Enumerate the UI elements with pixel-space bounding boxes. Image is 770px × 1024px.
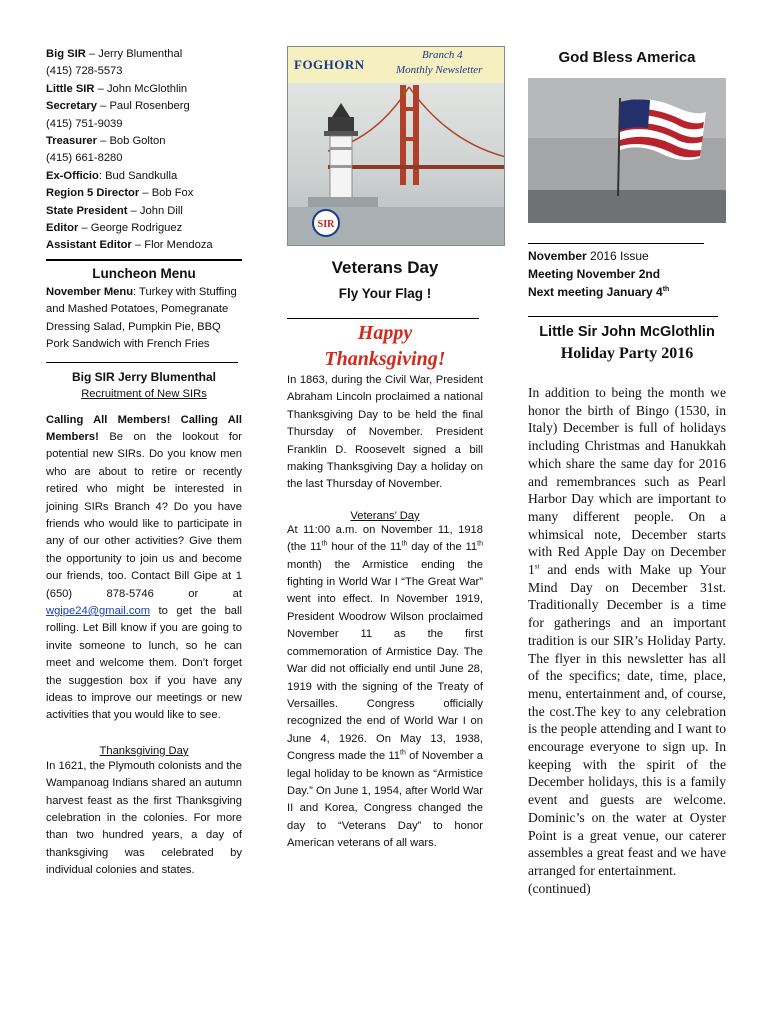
masthead-title: FOGHORN [294,57,365,72]
veterans-subtitle: Veterans’ Day [350,509,420,522]
email-link[interactable]: wgipe24@gmail.com [46,604,151,617]
luncheon-menu: November Menu: Turkey with Stuffing and Mashed Potatoes, Pomegranate Dressing Salad, Pumpkin Pie, BBQ Pork Sandwich with French Fries [46,285,237,351]
masthead-number: 4 [400,85,406,99]
roster-line: Editor – George Rodriguez [46,222,183,235]
flag-photo [528,78,726,223]
next-meeting: Next meeting January 4th [528,285,670,299]
roster-line: (415) 751-9039 [46,117,123,130]
recruitment-subtitle: Recruitment of New SIRs [81,387,207,400]
holiday-party-text: In addition to being the month we honor the birth of Bingo (1530, in Italy) December is full of holidays including Christmas and Hanukkah which share the same day for 2016 and remembrances such as Pearl Harbor Day which are important to many different people. On a whimsical note, December starts with Red Apple Day on December 1st and ends with Make up Your Mind Day on December 31st. Traditionally December is a time for gatherings and an important tradition is our SIR’s Holiday Party. The flyer in this newsletter has all of the specifics; date, time, place, menu, entertainment and, of course, the cost.The key to any celebration is the people attending and I want to encourage everyone to sign up. In keeping with the spirit of the December holidays, this is a family event and guests are welcome. Dominic’s on the water at Oyster Point is a great venue, our caterer assembles a great feast and we have arranged for entertainment. (continued) [528,385,726,896]
veterans-day-title: Veterans Day [331,258,439,277]
divider [528,316,718,317]
roster-line: Secretary – Paul Rosenberg [46,100,190,113]
holiday-author: Little Sir John McGlothlin [539,324,715,340]
left-column [46,0,242,880]
fly-flag-subtitle: Fly Your Flag ! [338,286,432,301]
roster-line: State President – John Dill [46,204,183,217]
divider [528,243,704,244]
issue-date: November 2016 Issue [528,249,649,263]
holiday-party-title: Holiday Party 2016 [560,345,694,362]
officer-roster [46,0,242,255]
thanksgiving-text: In 1621, the Plymouth colonists and the Wampanoag Indians shared an autumn harvest feast as the first Thanksgiving celebration in the colonies. For more than two hundred years, a day of thanksgiving was celebrated by individual colonies and states. [46,759,242,877]
veterans-text: At 11:00 a.m. on November 11, 1918 (the 11th hour of the 11th day of the 11th month) the Armistice ending the fighting in World War I “The Great War” went into effect. In November 1919, President Woodrow Wilson proclaimed November 11 as the first commemoration of Armistice Day. The War did not officially end until June 28, 1919 with the signing of the Treaty of Versailles. Congress officially recognized the end of World War I on June 4, 1926. On May 13, 1938, Congress made the 11th of November a legal holiday to be known as “Armistice Day.” On June 1, 1954, after World War II and Korea, Congress changed the day to “Veterans Day” to honor American veterans of all wars. [287,523,483,850]
luncheon-title: Luncheon Menu [92,265,196,281]
god-bless-america-title: God Bless America [558,49,696,66]
happy-thanksgiving: Happy Thanksgiving! [324,322,446,370]
masthead-image [287,46,505,246]
lincoln-text: In 1863, during the Civil War, President Abraham Lincoln proclaimed a national Thanksgiving Day to be held the final Thursday of November. President Franklin D. Roosevelt signed a bill making Thanksgiving Day a holiday on the last Thursday of November. [287,374,483,491]
thanksgiving-title: Thanksgiving Day [99,744,189,757]
bigsir-title: Big SIR Jerry Blumenthal [71,369,217,384]
roster-line: Little SIR – John McGlothlin [46,82,188,95]
american-flag-picture [528,78,726,223]
meeting-date: Meeting November 2nd [528,267,661,281]
roster-line: (415) 728-5573 [46,65,123,78]
roster-line: Ex-Officio: Bud Sandkulla [46,169,178,182]
masthead-subtitle: Monthly Newsletter [396,64,483,76]
roster-line: Treasurer – Bob Golton [46,135,166,148]
roster-line: Region 5 Director – Bob Fox [46,187,194,200]
roster-line: (415) 661-8280 [46,152,123,165]
roster-line: Assistant Editor – Flor Mendoza [46,239,213,252]
masthead-branch: Branch 4 [422,49,463,61]
divider [287,318,479,319]
recruitment-text: Calling All Members! Calling All Members! Be on the lookout for potential new SIRs. Do you know men who are about to retire or recently retired who might be interested in joining SIRs Branch 4? Do you have friends who would like to participate in any of our other activities? Give them the opportunity to join us and become our friends, too. Contact Bill Gipe at 1 (650) 878-5746 or at wgipe24@gmail.com to get the ball rolling. Let Bill know if you are going to invite someone to lunch, so he can meet and welcome them. Don’t forget the suggestion box if you have any ideas to improve our meetings or new activities that you would like to see. [46,413,242,722]
roster-line: Big SIR – Jerry Blumenthal [46,48,183,60]
sir-emblem-text: SIR [317,219,335,230]
